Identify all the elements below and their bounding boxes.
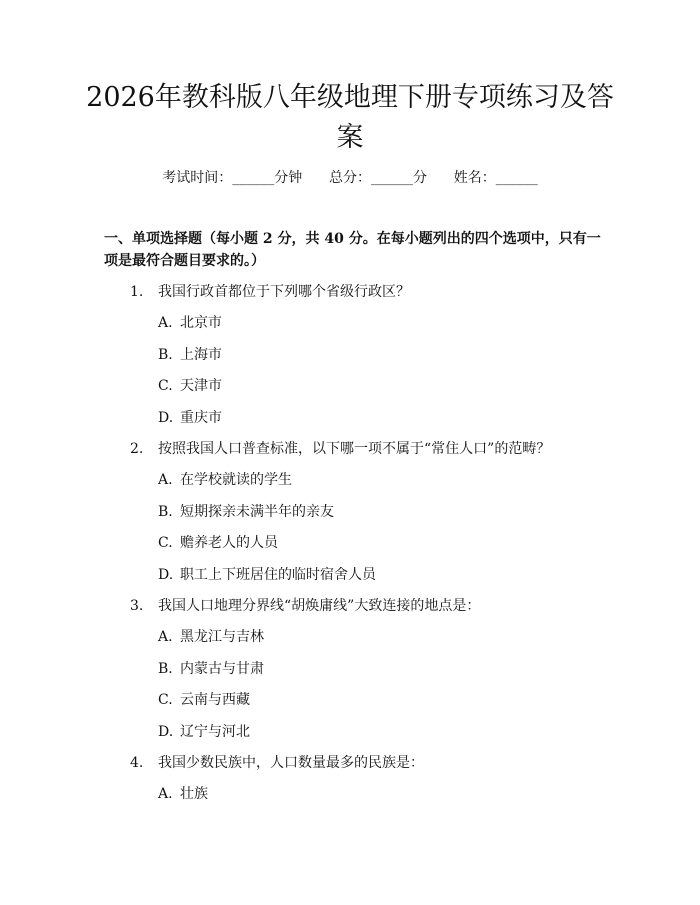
total-score-unit: 分 bbox=[413, 170, 427, 186]
option-letter: B. bbox=[158, 503, 173, 520]
option-letter: D. bbox=[158, 723, 174, 740]
question-4 bbox=[0, 754, 700, 785]
exam-time-label: 考试时间： bbox=[162, 170, 233, 186]
option-2-a bbox=[0, 471, 700, 503]
option-text: 赡养老人的人员 bbox=[180, 535, 278, 551]
option-text: 重庆市 bbox=[180, 409, 222, 426]
question-3 bbox=[0, 597, 700, 628]
option-text: 短期探亲未满半年的亲友 bbox=[180, 503, 334, 520]
option-letter: B. bbox=[158, 660, 173, 677]
exam-info-line bbox=[0, 168, 700, 188]
option-letter: D. bbox=[158, 566, 174, 583]
option-letter: A. bbox=[158, 629, 173, 645]
option-letter: C. bbox=[158, 378, 173, 394]
question-text: 按照我国人口普查标准，以下哪一项不属于“常住人口”的范畴？ bbox=[158, 441, 551, 457]
total-score-blank: ______ bbox=[371, 170, 413, 186]
option-text: 内蒙古与甘肃 bbox=[180, 660, 264, 677]
option-text: 职工上下班居住的临时宿舍人员 bbox=[180, 566, 376, 583]
option-2-c bbox=[0, 534, 700, 566]
option-text: 上海市 bbox=[180, 346, 222, 363]
option-letter: D. bbox=[158, 409, 174, 426]
option-text: 辽宁与河北 bbox=[180, 723, 250, 740]
option-letter: C. bbox=[158, 535, 173, 551]
question-list bbox=[0, 283, 700, 817]
option-letter: A. bbox=[158, 472, 173, 488]
option-letter: A. bbox=[158, 315, 173, 331]
option-1-c bbox=[0, 377, 700, 409]
question-1 bbox=[0, 283, 700, 314]
total-score-label: 总分： bbox=[329, 170, 371, 186]
option-3-d bbox=[0, 723, 700, 755]
document-title: 2026年教科版八年级地理下册专项练习及答案 bbox=[86, 82, 614, 153]
question-text: 我国行政首都位于下列哪个省级行政区？ bbox=[158, 284, 410, 300]
option-1-d bbox=[0, 409, 700, 441]
option-text: 在学校就读的学生 bbox=[180, 472, 292, 488]
exam-time-unit: 分钟 bbox=[274, 170, 303, 186]
option-2-d bbox=[0, 566, 700, 598]
option-letter: B. bbox=[158, 346, 173, 363]
student-name-blank: ______ bbox=[495, 170, 538, 186]
option-letter: C. bbox=[158, 692, 173, 708]
option-3-a bbox=[0, 628, 700, 660]
option-text: 壮族 bbox=[180, 786, 208, 802]
option-letter: A. bbox=[158, 786, 173, 802]
question-2 bbox=[0, 440, 700, 471]
option-text: 北京市 bbox=[180, 315, 222, 331]
section-heading: 一、单项选择题（每小题 2 分，共 40 分。在每小题列出的四个选项中，只有一项是最符合题目要求的。） bbox=[104, 231, 601, 269]
question-text: 我国少数民族中，人口数量最多的民族是： bbox=[158, 755, 424, 771]
student-name-label: 姓名： bbox=[453, 170, 496, 186]
option-3-b bbox=[0, 660, 700, 692]
option-1-a bbox=[0, 314, 700, 346]
option-3-c bbox=[0, 691, 700, 723]
question-number: 2. bbox=[130, 441, 144, 457]
option-4-a bbox=[0, 785, 700, 817]
option-text: 天津市 bbox=[180, 378, 222, 394]
option-2-b bbox=[0, 503, 700, 535]
option-1-b bbox=[0, 346, 700, 378]
question-number: 1. bbox=[130, 284, 144, 300]
question-number: 3. bbox=[130, 598, 144, 614]
exam-time-blank: ______ bbox=[232, 170, 275, 186]
option-text: 云南与西藏 bbox=[180, 692, 250, 708]
option-text: 黑龙江与吉林 bbox=[180, 629, 264, 645]
question-text: 我国人口地理分界线“胡焕庸线”大致连接的地点是： bbox=[158, 598, 481, 614]
question-number: 4. bbox=[130, 755, 144, 771]
